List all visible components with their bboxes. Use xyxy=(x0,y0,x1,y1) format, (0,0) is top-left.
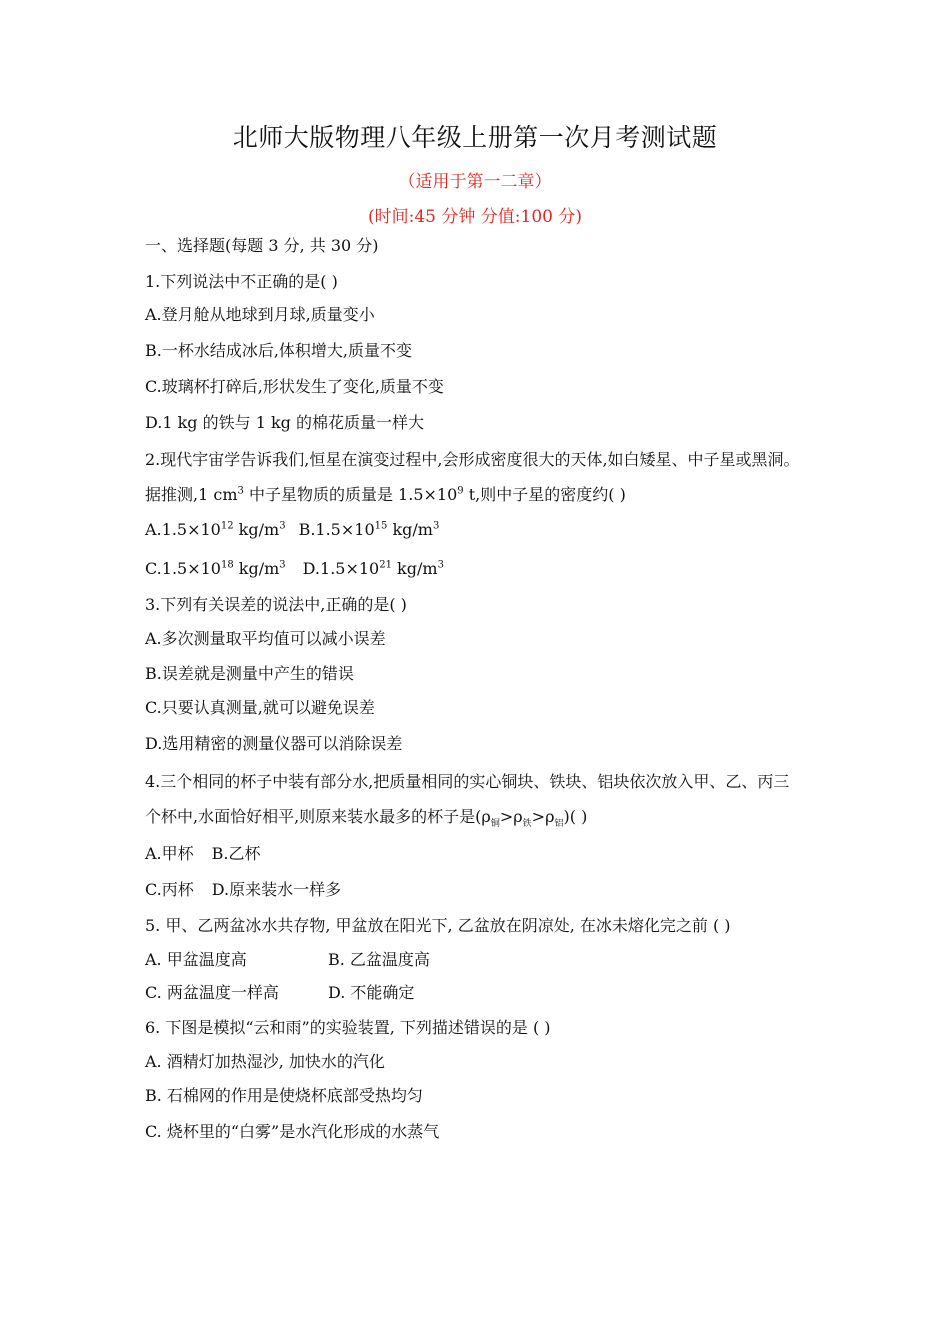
q3-stem: 3.下列有关误差的说法中,正确的是( ) xyxy=(145,595,407,614)
q2-a-unit: kg/m xyxy=(233,520,280,539)
q4-stem-line2 xyxy=(145,807,588,830)
q2-d-unit-exp: 3 xyxy=(437,559,444,571)
q2-stem-text: 中子星物质的质量是 1.5×10 xyxy=(243,485,458,504)
q2-exponent: 3 xyxy=(237,485,244,497)
q6-option-b: B. 石棉网的作用是使烧杯底部受热均匀 xyxy=(145,1086,423,1105)
q4-stem-text: )( ) xyxy=(563,807,588,826)
q2-options-ab xyxy=(145,520,439,540)
q4-compare: >ρ xyxy=(499,807,523,826)
section-heading: 一、选择题(每题 3 分, 共 30 分) xyxy=(145,236,379,255)
q2-option-b xyxy=(299,520,440,539)
q2-b-unit-exp: 3 xyxy=(432,520,440,532)
q4-options-ab xyxy=(145,844,261,864)
q2-stem-line2 xyxy=(145,485,626,505)
time-score-subtitle: (时间:45 分钟 分值:100 分) xyxy=(367,207,582,227)
q2-a-unit-exp: 3 xyxy=(279,520,286,532)
q1-option-a: A.登月舱从地球到月球,质量变小 xyxy=(145,305,375,324)
q2-c-exp: 18 xyxy=(220,559,234,571)
q2-c-unit: kg/m xyxy=(233,559,280,578)
q4-stem-text: 个杯中,水面恰好相平,则原来装水最多的杯子是(ρ xyxy=(145,807,491,826)
q1-stem: 1.下列说法中不正确的是( ) xyxy=(145,272,338,291)
q6-stem: 6. 下图是模拟“云和雨”的实验装置, 下列描述错误的是 ( ) xyxy=(145,1018,551,1037)
q2-c-unit-exp: 3 xyxy=(279,559,286,571)
q2-a-base: A.1.5×10 xyxy=(145,520,221,539)
q3-option-a: A.多次测量取平均值可以减小误差 xyxy=(145,629,386,648)
q3-option-d: D.选用精密的测量仪器可以消除误差 xyxy=(145,734,403,753)
q5-option-c: C. 两盆温度一样高 xyxy=(145,983,279,1002)
q2-b-exp: 15 xyxy=(374,520,388,532)
q2-c-base: C.1.5×10 xyxy=(145,559,221,578)
q2-b-base: B.1.5×10 xyxy=(298,520,375,539)
q1-option-c: C.玻璃杯打碎后,形状发生了变化,质量不变 xyxy=(145,377,444,396)
page-title: 北师大版物理八年级上册第一次月考测试题 xyxy=(232,123,718,152)
q2-stem-text: 据推测,1 cm xyxy=(145,485,238,504)
q2-option-d xyxy=(303,559,444,578)
q2-options-cd xyxy=(145,559,444,579)
q5-option-b: B. 乙盆温度高 xyxy=(328,950,430,969)
q1-option-b: B.一杯水结成冰后,体积增大,质量不变 xyxy=(145,341,413,360)
q2-a-exp: 12 xyxy=(220,520,234,532)
q4-option-d: D.原来装水一样多 xyxy=(211,880,342,899)
q4-option-c: C.丙杯 xyxy=(145,880,194,899)
q5-stem: 5. 甲、乙两盆冰水共存物, 甲盆放在阳光下, 乙盆放在阴凉处, 在冰未熔化完之前 ( ) xyxy=(145,916,731,935)
q2-option-c xyxy=(145,559,286,578)
q4-sub-iron: 铁 xyxy=(522,819,532,830)
q2-d-base: D.1.5×10 xyxy=(302,559,380,578)
scope-subtitle: （适用于第一二章） xyxy=(398,172,552,192)
q5-option-d: D. 不能确定 xyxy=(328,983,415,1002)
q5-options-ab xyxy=(145,950,430,970)
q4-compare: >ρ xyxy=(531,807,555,826)
q1-option-d: D.1 kg 的铁与 1 kg 的棉花质量一样大 xyxy=(145,413,425,432)
q4-stem-line1: 4.三个相同的杯子中装有部分水,把质量相同的实心铜块、铁块、铝块依次放入甲、乙、丙三 xyxy=(145,772,790,791)
q6-option-c: C. 烧杯里的“白雾”是水汽化形成的水蒸气 xyxy=(145,1122,440,1141)
q3-option-c: C.只要认真测量,就可以避免误差 xyxy=(145,698,375,717)
q3-option-b: B.误差就是测量中产生的错误 xyxy=(145,664,354,683)
q5-option-a: A. 甲盆温度高 xyxy=(145,950,247,969)
q2-d-unit: kg/m xyxy=(391,559,438,578)
q4-options-cd xyxy=(145,880,341,900)
q4-sub-aluminum: 铝 xyxy=(554,819,564,830)
q2-d-exp: 21 xyxy=(379,559,392,571)
q6-option-a: A. 酒精灯加热湿沙, 加快水的汽化 xyxy=(145,1052,385,1071)
q5-options-cd xyxy=(145,983,414,1003)
q4-option-b: B.乙杯 xyxy=(211,844,261,863)
q2-stem-text: t,则中子星的密度约( ) xyxy=(463,485,626,504)
q2-option-a xyxy=(145,520,286,539)
q2-exponent: 9 xyxy=(457,485,464,497)
q2-stem-line1: 2.现代宇宙学告诉我们,恒星在演变过程中,会形成密度很大的天体,如白矮星、中子星或黑洞。 xyxy=(145,450,800,469)
q4-sub-copper: 铜 xyxy=(490,819,500,830)
q4-option-a: A.甲杯 xyxy=(145,844,194,863)
q2-b-unit: kg/m xyxy=(387,520,433,539)
